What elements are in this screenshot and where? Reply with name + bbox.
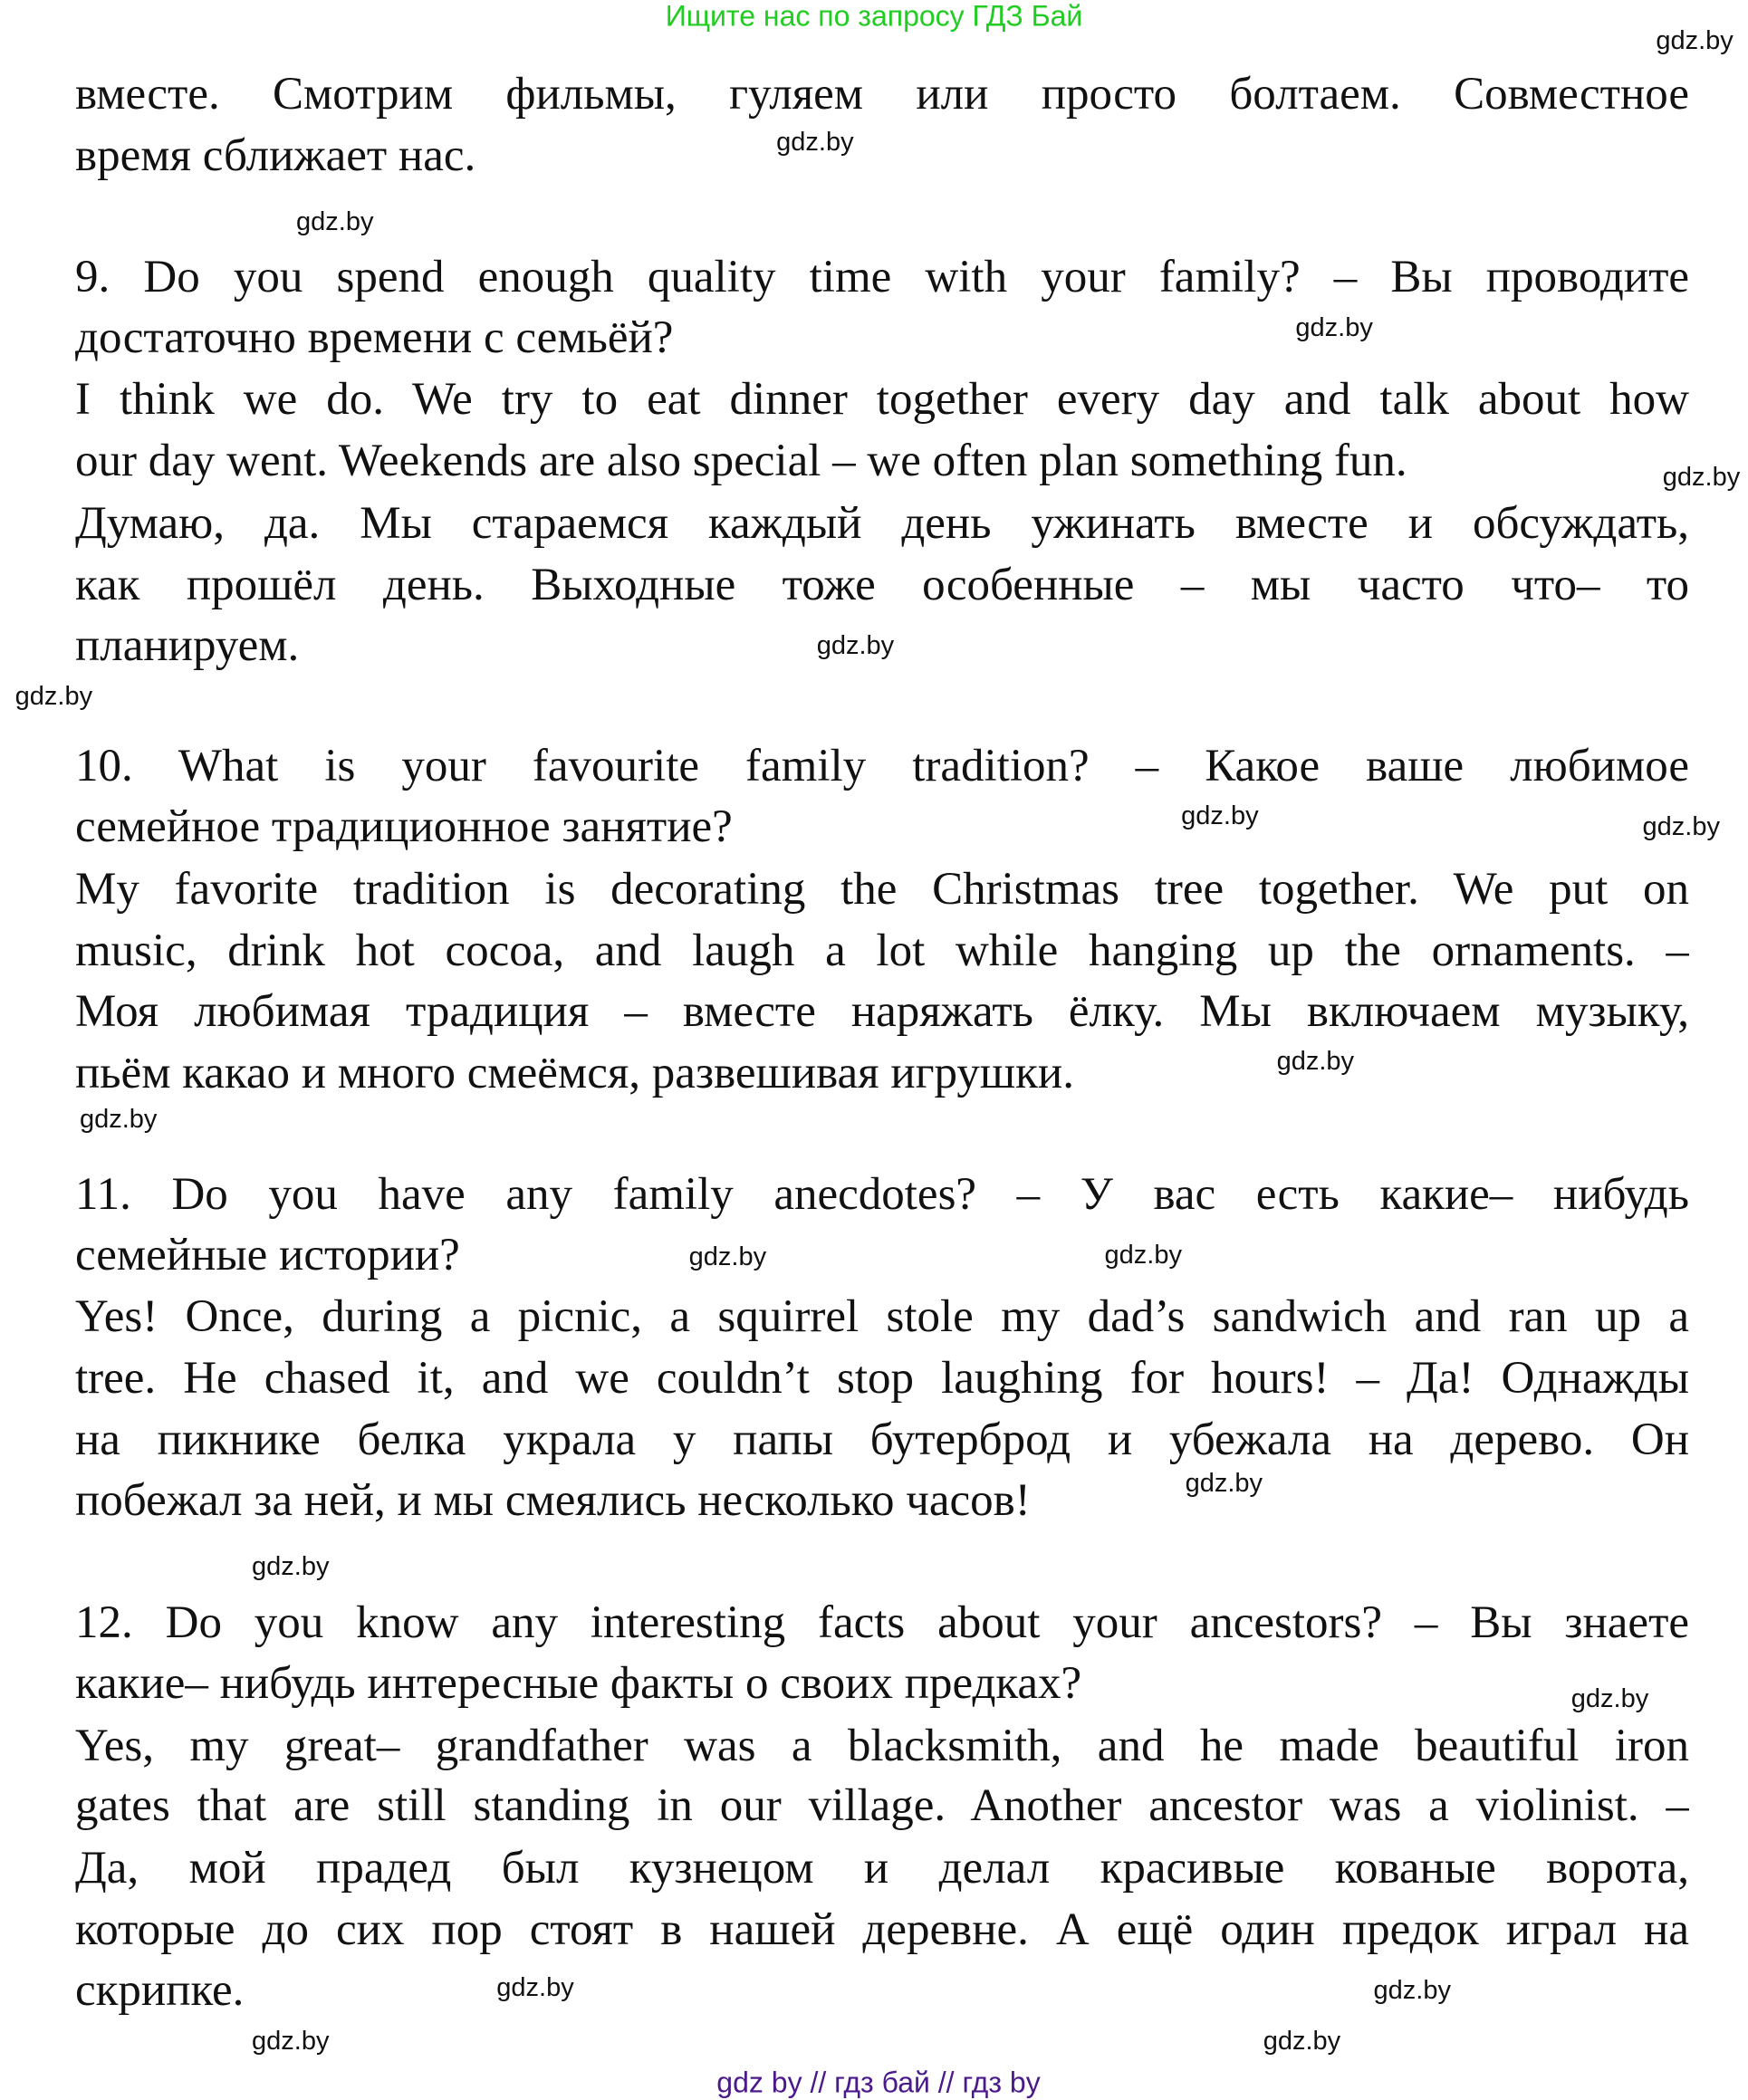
text-line: I think we do. We try to eat dinner together every day and talk about how xyxy=(75,374,1689,426)
text-line: какие– нибудь интересные факты о своих предках? xyxy=(75,1658,1082,1710)
text-line: 9. Do you spend enough quality time with your family? – Вы проводите xyxy=(75,251,1689,302)
text-line: на пикнике белка украла у папы бутерброд и убежала на дерево. Он xyxy=(75,1414,1689,1466)
watermark: gdz.by xyxy=(816,630,895,660)
text-line: пьём какао и много смеёмся, развешивая игрушки. xyxy=(75,1048,1074,1099)
text-line: My favorite tradition is decorating the Christmas tree together. We put on xyxy=(75,863,1689,915)
text-line: побежал за ней, и мы смеялись несколько часов! xyxy=(75,1475,1031,1527)
watermark: gdz.by xyxy=(1185,1468,1263,1498)
text-line: 10. What is your favourite family tradition? – Какое ваше любимое xyxy=(75,741,1689,792)
watermark: gdz.by xyxy=(1642,812,1720,842)
watermark: gdz.by xyxy=(1662,463,1741,493)
text-line: Думаю, да. Мы стараемся каждый день ужинать вместе и обсуждать, xyxy=(75,497,1689,549)
watermark: gdz.by xyxy=(79,1104,158,1134)
watermark: gdz.by xyxy=(1276,1046,1355,1076)
watermark: gdz.by xyxy=(252,1552,330,1582)
watermark: gdz.by xyxy=(1656,25,1734,55)
text-line: 11. Do you have any family anecdotes? – У вас есть какие– нибудь xyxy=(75,1168,1689,1220)
watermark: gdz.by xyxy=(14,682,93,712)
site-footer-links[interactable]: gdz by // гдз бай // гдз by xyxy=(716,2066,1041,2099)
watermark: gdz.by xyxy=(1263,2027,1341,2057)
text-line: music, drink hot cocoa, and laugh a lot while hanging up the ornaments. – xyxy=(75,925,1689,976)
text-line: семейное традиционное занятие? xyxy=(75,801,733,853)
text-line: которые до сих пор стоят в нашей деревне. А ещё один предок играл на xyxy=(75,1903,1689,1955)
text-line: семейные истории? xyxy=(75,1229,460,1280)
watermark: gdz.by xyxy=(688,1242,767,1272)
text-line: 12. Do you know any interesting facts about your ancestors? – Вы знаете xyxy=(75,1597,1689,1649)
text-line: tree. He chased it, and we couldn’t stop laughing for hours! – Да! Однажды xyxy=(75,1353,1689,1405)
watermark: gdz.by xyxy=(776,128,854,158)
text-line: как прошёл день. Выходные тоже особенные – мы часто что– то xyxy=(75,559,1689,610)
text-line: Моя любимая традиция – вместе наряжать ёлку. Мы включаем музыку, xyxy=(75,985,1689,1037)
text-line: Да, мой прадед был кузнецом и делал красивые кованые ворота, xyxy=(75,1842,1689,1894)
watermark: gdz.by xyxy=(1104,1240,1182,1270)
watermark: gdz.by xyxy=(1181,801,1259,831)
text-line: достаточно времени с семьёй? xyxy=(75,312,674,363)
watermark: gdz.by xyxy=(1373,1975,1451,2005)
text-line: вместе. Смотрим фильмы, гуляем или просто болтаем. Совместное xyxy=(75,68,1689,120)
text-line: планируем. xyxy=(75,619,300,671)
text-line: Yes! Once, during a picnic, a squirrel stole my dad’s sandwich and ran up a xyxy=(75,1290,1689,1342)
site-banner: Ищите нас по запросу ГДЗ Бай xyxy=(665,0,1083,33)
text-line: время сближает нас. xyxy=(75,130,476,182)
watermark: gdz.by xyxy=(252,2027,330,2057)
watermark: gdz.by xyxy=(296,207,374,237)
text-line: скрипке. xyxy=(75,1964,245,2016)
text-line: Yes, my great– grandfather was a blacksmith, and he made beautiful iron xyxy=(75,1720,1689,1771)
text-line: gates that are still standing in our village. Another ancestor was a violinist. – xyxy=(75,1780,1689,1832)
watermark: gdz.by xyxy=(496,1972,574,2002)
text-line: our day went. Weekends are also special – we often plan something fun. xyxy=(75,436,1407,487)
watermark: gdz.by xyxy=(1570,1683,1649,1713)
watermark: gdz.by xyxy=(1295,313,1373,343)
